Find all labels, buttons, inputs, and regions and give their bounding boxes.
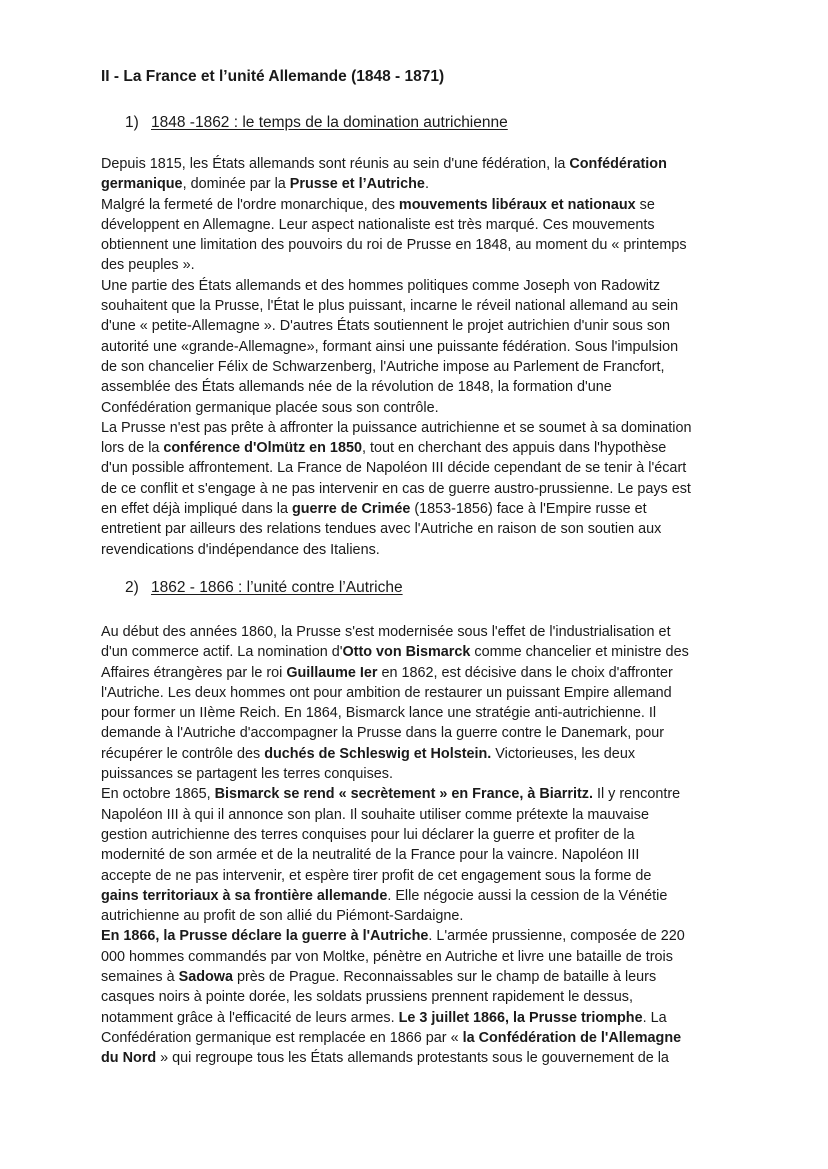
page-title: II - La France et l’unité Allemande (1848 - 1871) <box>101 68 445 85</box>
bold-text: germanique <box>101 176 183 193</box>
text-segment: de son chancelier Félix de Schwarzenberg, l'Autriche impose au Parlement de Francfort, <box>101 358 665 375</box>
text-segment: demande à l'Autriche d'accompagner la Prusse dans la guerre contre le Danemark, pour <box>101 725 665 742</box>
text-segment: gestion autrichienne des terres conquises pour lui déclarer la guerre et profiter de la <box>101 826 635 843</box>
bold-text: Confédération <box>569 156 667 172</box>
bold-text: Guillaume Ier <box>286 664 378 681</box>
text-segment: , dominée par la <box>182 176 290 193</box>
text-line <box>101 663 721 683</box>
text-segment: Depuis 1815, les États allemands sont réunis au sein d'une fédération, la <box>101 156 570 172</box>
text-segment: . L'armée prussienne, composée de 220 <box>428 928 685 945</box>
text-segment: d'un commerce actif. La nomination d' <box>101 644 343 661</box>
text-line <box>101 784 721 804</box>
text-line <box>101 499 721 519</box>
bold-text: En 1866, la Prusse déclare la guerre à l'Autriche <box>101 928 429 945</box>
bold-text: la Confédération de l'Allemagne <box>462 1029 682 1046</box>
text-line <box>101 723 721 743</box>
text-line <box>101 825 721 845</box>
text-segment: (1853-1856) face à l'Empire russe et <box>410 501 647 518</box>
text-segment: . <box>424 176 429 193</box>
text-segment: en 1862, est décisive dans le choix d'affronter <box>377 664 673 681</box>
text-line <box>101 642 721 662</box>
text-line <box>101 1048 721 1068</box>
text-line <box>101 296 721 316</box>
text-segment: d'un possible affrontement. La France de Napoléon III décide cependant de se tenir à l'écart <box>101 460 687 477</box>
text-segment: lors de la <box>101 440 164 457</box>
text-line <box>101 154 721 174</box>
text-line <box>101 540 721 560</box>
text-segment: revendications d'indépendance des Italiens. <box>101 541 380 558</box>
text-line <box>101 195 721 215</box>
text-line <box>101 1028 721 1048</box>
section-1-body <box>101 154 721 560</box>
text-segment: comme chancelier et ministre des <box>470 644 689 661</box>
text-line <box>101 744 721 764</box>
text-segment: accepte de ne pas intervenir, et espère tirer profit de cet engagement sous la forme de <box>101 867 652 884</box>
text-line <box>101 1008 721 1028</box>
text-segment: des peuples ». <box>101 257 195 274</box>
text-line <box>101 866 721 886</box>
text-segment: . Elle négocie aussi la cession de la Vénétie <box>387 887 668 904</box>
text-segment: récupérer le contrôle des <box>101 745 265 762</box>
bold-text: mouvements libéraux et nationaux <box>398 196 636 213</box>
text-line <box>101 805 721 825</box>
text-segment: de ce conflit et s'engage à ne pas intervenir en cas de guerre austro-prussienne. Le pays est <box>101 480 691 497</box>
text-segment: d'une « petite-Allemagne ». D'autres États soutiennent le projet autrichien d'unir sous son <box>101 318 671 335</box>
text-line <box>101 418 721 438</box>
text-line <box>101 337 721 357</box>
text-segment: modernité de son armée et de la neutralité de la France pour la vaincre. Napoléon III <box>101 847 640 864</box>
text-segment: Victorieuses, les deux <box>491 745 636 762</box>
text-segment: En octobre 1865, <box>101 786 215 803</box>
text-segment: , tout en cherchant des appuis dans l'hypothèse <box>361 440 667 457</box>
bold-text: gains territoriaux à sa frontière allemande <box>101 887 388 904</box>
text-segment: La Prusse n'est pas prête à affronter la puissance autrichienne et se soumet à sa domination <box>101 419 692 436</box>
text-segment: souhaitent que la Prusse, l'État le plus puissant, incarne le réveil national allemand au sein <box>101 298 679 315</box>
text-line <box>101 357 721 377</box>
text-segment: pour former un IIème Reich. En 1864, Bismarck lance une stratégie anti-autrichienne. Il <box>101 705 657 722</box>
text-segment: l'Autriche. Les deux hommes ont pour ambition de restaurer un puissant Empire allemand <box>101 684 672 701</box>
text-line <box>101 174 721 194</box>
bold-text: du Nord <box>101 1050 157 1067</box>
text-line <box>101 377 721 397</box>
text-segment: casques noirs à pointe dorée, les soldats prussiens prennent rapidement le dessus, <box>101 989 633 1006</box>
text-line <box>101 276 721 296</box>
text-line <box>101 683 721 703</box>
text-line <box>101 519 721 539</box>
text-segment: . La <box>642 1009 667 1026</box>
text-segment: entretient par ailleurs des relations tendues avec l'Autriche en raison de son soutien aux <box>101 521 662 538</box>
section-number: 1) <box>125 114 139 131</box>
bold-text: duchés de Schleswig et Holstein. <box>264 745 492 762</box>
text-segment: » qui regroupe tous les États allemands protestants sous le gouvernement de la <box>156 1050 669 1067</box>
text-segment: obtiennent une limitation des pouvoirs du roi de Prusse en 1848, au moment du « printemps <box>101 237 687 254</box>
section-2-heading <box>125 579 403 597</box>
bold-text: Otto von Bismarck <box>342 644 471 661</box>
bold-text: guerre de Crimée <box>291 501 411 518</box>
bold-text: Bismarck se rend « secrètement » en France, à Biarritz. <box>214 786 593 803</box>
section-title: 1862 - 1866 : l’unité contre l’Autriche <box>151 579 403 596</box>
text-segment: semaines à <box>101 969 179 986</box>
section-2-body <box>101 622 721 1069</box>
bold-text: Sadowa <box>178 969 233 986</box>
bold-text: Le 3 juillet 1866, la Prusse triomphe <box>398 1009 643 1026</box>
text-line <box>101 316 721 336</box>
text-line <box>101 886 721 906</box>
bold-text: Prusse et l’Autriche <box>289 176 425 193</box>
text-segment: Une partie des États allemands et des hommes politiques comme Joseph von Radowitz <box>101 277 661 294</box>
text-segment: Confédération germanique placée sous son contrôle. <box>101 399 439 416</box>
text-line <box>101 845 721 865</box>
text-segment: Confédération germanique est remplacée en 1866 par « <box>101 1029 463 1046</box>
text-segment: en effet déjà impliqué dans la <box>101 501 292 518</box>
text-line <box>101 479 721 499</box>
text-line <box>101 215 721 235</box>
text-segment: développent en Allemagne. Leur aspect nationaliste est très marqué. Ces mouvements <box>101 216 655 233</box>
text-segment: 000 hommes commandés par von Moltke, pénètre en Autriche et livre une bataille de trois <box>101 948 673 965</box>
text-line <box>101 235 721 255</box>
section-number: 2) <box>125 579 139 596</box>
text-segment: autrichienne au profit de son allié du Piémont-Sardaigne. <box>101 908 464 925</box>
text-line <box>101 764 721 784</box>
text-segment: notamment grâce à l'efficacité de leurs armes. <box>101 1009 399 1026</box>
text-line <box>101 255 721 275</box>
section-title: 1848 -1862 : le temps de la domination autrichienne <box>151 114 508 131</box>
text-line <box>101 703 721 723</box>
text-line <box>101 926 721 946</box>
text-segment: se <box>635 196 655 213</box>
text-segment: Napoléon III à qui il annonce son plan. Il souhaite utiliser comme prétexte la mauvaise <box>101 806 649 823</box>
text-line <box>101 967 721 987</box>
text-line <box>101 906 721 926</box>
text-line <box>101 947 721 967</box>
text-line <box>101 458 721 478</box>
text-segment: puissances se partagent les terres conquises. <box>101 766 393 783</box>
section-1-heading <box>125 114 508 132</box>
text-segment: autorité une «grande-Allemagne», formant ainsi une puissante fédération. Sous l'impulsion <box>101 338 679 355</box>
text-line <box>101 987 721 1007</box>
text-segment: Il y rencontre <box>592 786 681 803</box>
text-segment: Affaires étrangères par le roi <box>101 664 287 681</box>
text-segment: Malgré la fermeté de l'ordre monarchique, des <box>101 196 399 213</box>
text-line <box>101 398 721 418</box>
text-line <box>101 438 721 458</box>
text-segment: assemblée des États allemands née de la révolution de 1848, la formation d'une <box>101 379 612 396</box>
text-segment: près de Prague. Reconnaissables sur le champ de bataille à leurs <box>232 969 657 986</box>
text-line <box>101 622 721 642</box>
text-segment: Au début des années 1860, la Prusse s'est modernisée sous l'effet de l'industrialisation et <box>101 624 671 640</box>
bold-text: conférence d'Olmütz en 1850 <box>163 440 362 457</box>
